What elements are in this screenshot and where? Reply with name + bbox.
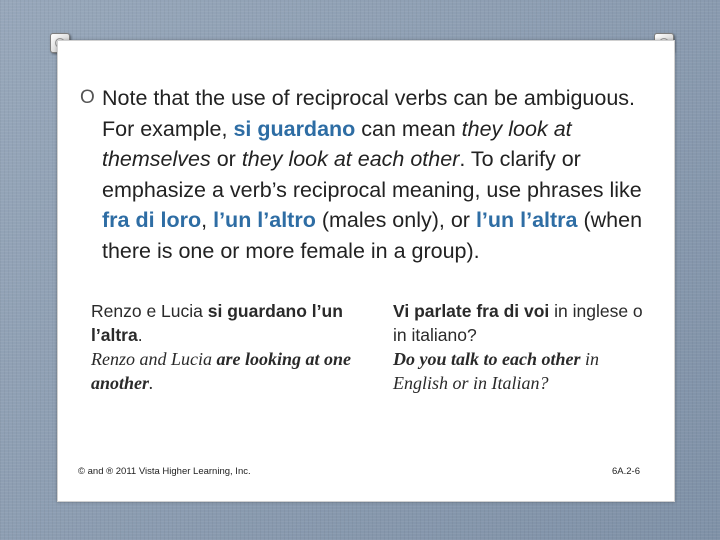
example-right-english	[393, 347, 653, 395]
example-right	[393, 299, 653, 395]
slide-number: 6A.2-6	[612, 466, 640, 477]
bullet-segment: (males only), or	[315, 208, 476, 232]
example-highlight: Vi parlate fra di voi	[393, 301, 550, 321]
copyright-footer: © and ® 2011 Vista Higher Learning, Inc.	[78, 466, 251, 477]
bullet-paragraph	[80, 83, 650, 266]
bullet-segment: ,	[201, 208, 214, 232]
bullet-segment: Note that the use of reciprocal verbs can be ambiguous. For example,	[102, 86, 636, 141]
meaning-themselves: they look at themselves	[102, 116, 572, 171]
bullet-segment: . To clarify or emphasize a verb’s reciprocal meaning, use phrases like	[102, 147, 642, 202]
bullet-text	[80, 83, 650, 266]
example-text: Renzo e Lucia	[91, 301, 208, 321]
translation-highlight: are looking at one another	[91, 349, 352, 393]
example-highlight: si guardano l’un l’altra	[91, 301, 343, 345]
term-lun-laltra: l’un l’altra	[475, 208, 578, 232]
bullet-segment: (when there is one or more female in a group).	[102, 208, 643, 263]
translation-text: in English or in Italian?	[393, 349, 600, 393]
bullet-marker: O	[80, 87, 95, 108]
example-left-english	[91, 347, 361, 395]
term-lun-laltro: l’un l’altro	[213, 208, 316, 232]
term-fra-di-loro: fra di loro	[102, 208, 202, 232]
example-left	[91, 299, 361, 395]
term-si-guardano: si guardano	[233, 116, 356, 141]
translation-highlight: Do you talk to each other	[393, 349, 581, 369]
bullet-segment: or	[210, 147, 242, 171]
example-text: in inglese o in italiano?	[393, 301, 643, 345]
translation-text: .	[149, 373, 154, 393]
example-left-italian	[91, 299, 361, 347]
translation-text: Renzo and Lucia	[91, 349, 217, 369]
example-right-italian	[393, 299, 653, 347]
bullet-segment: can mean	[355, 116, 462, 141]
example-text: .	[137, 325, 143, 345]
meaning-each-other: they look at each other	[241, 147, 460, 171]
